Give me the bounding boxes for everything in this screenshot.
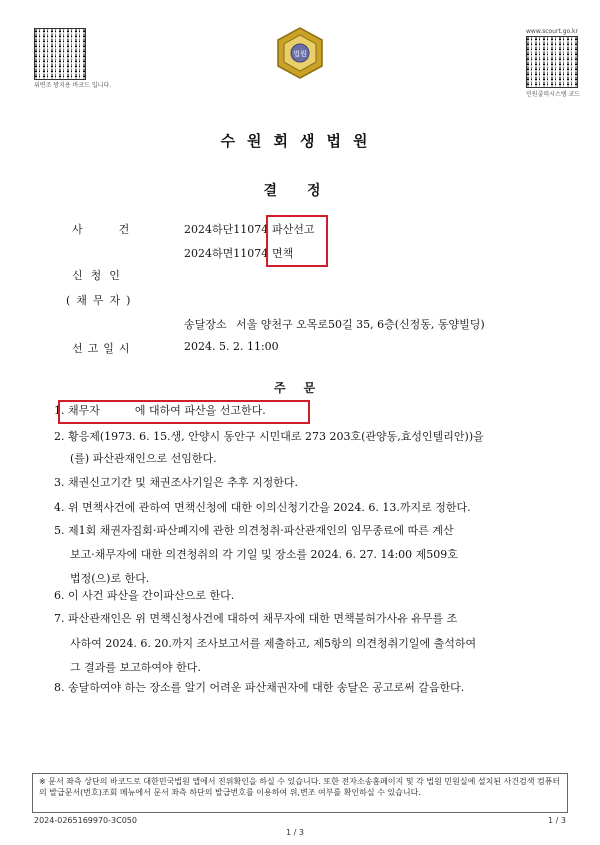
court-emblem-icon	[272, 26, 328, 80]
debtor-label: (채무자)	[66, 294, 137, 307]
case-number-bankruptcy: 2024하단11074	[184, 223, 269, 236]
barcode-caption: 위변조 방지용 바코드 입니다.	[34, 82, 112, 89]
order-item-highlight-box	[58, 400, 310, 424]
court-name: 수원회생법원	[220, 132, 380, 150]
civil-service-qr-code	[526, 36, 578, 88]
order-item-4: 4. 위 면책사건에 관하여 면책신청에 대한 이의신청기간을 2024. 6. 13.까지로 정한다.	[54, 501, 471, 514]
applicant-label: 신청인	[72, 269, 128, 282]
case-number-discharge: 2024하면11074	[184, 247, 269, 260]
case-type-bankruptcy: 파산선고	[272, 223, 315, 236]
order-item-7-continued-2: 그 결과를 보고하여야 한다.	[70, 661, 201, 674]
issue-number: 2024-0265169970-3C050	[34, 816, 137, 825]
case-label: 사건	[72, 223, 166, 236]
service-address: 서울 양천구 오목로50길 35, 6층(신정동, 동양빌딩)	[236, 318, 485, 331]
order-item-7: 7. 파산관재인은 위 면책신청사건에 대하여 채무자에 대한 면책불허가사유 유무를 조	[54, 612, 458, 625]
order-item-1: 1. 채무자 에 대하여 파산을 선고한다.	[54, 404, 266, 417]
case-type-highlight-box	[266, 215, 328, 267]
verification-notice: ※ 문서 좌측 상단의 바코드로 대한민국법원 앱에서 진위확인을 하실 수 있습니다. 또한 전자소송홈페이지 및 각 법원 민원실에 설치된 사건검색 컴퓨터의 발급문서(번호)조회 메뉴에서 문서 좌측 하단의 발급번호를 이용하여 위,변조 여부를 확인하실 수 있습니다.	[32, 773, 568, 813]
order-item-2: 2. 황응제(1973. 6. 15.생, 안양시 동안구 시민대로 273 203호(관양동,효성인텔리안))을	[54, 430, 484, 443]
page-number-right: 1 / 3	[548, 816, 566, 825]
decision-date: 2024. 5. 2. 11:00	[184, 340, 279, 353]
order-item-8: 8. 송달하여야 하는 장소를 알기 어려운 파산채권자에 대한 송달은 공고로써 갈음한다.	[54, 681, 465, 694]
order-item-5-continued: 보고·채무자에 대한 의견청취의 각 기일 및 장소를 2024. 6. 27. 14:00 제509호	[70, 548, 458, 561]
order-item-3: 3. 채권신고기간 및 채권조사기일은 추후 지정한다.	[54, 476, 299, 489]
service-address-label: 송달장소	[184, 318, 227, 331]
order-item-2-continued: (를) 파산관재인으로 선임한다.	[70, 452, 217, 465]
order-item-5-continued-2: 법정(으)로 한다.	[70, 572, 150, 585]
qr-caption: 민원출력시스템 코드	[526, 91, 581, 98]
order-item-6: 6. 이 사건 파산을 간이파산으로 한다.	[54, 589, 235, 602]
order-item-7-continued: 사하여 2024. 6. 20.까지 조사보고서를 제출하고, 제5항의 의견청취기일에 출석하여	[70, 637, 477, 650]
page-number: 1 / 3	[286, 828, 304, 837]
authentication-barcode	[34, 28, 86, 80]
order-item-5: 5. 제1회 채권자집회·파산폐지에 관한 의견청취·파산관재인의 임무종료에 따른 계산	[54, 524, 454, 537]
document-title: 결정	[263, 183, 351, 199]
case-type-discharge: 면책	[272, 247, 294, 260]
decision-date-label: 선고일시	[72, 342, 135, 355]
order-title: 주문	[274, 381, 334, 395]
court-website-url: www.scourt.go.kr	[526, 28, 578, 35]
emblem-text: 법원	[293, 50, 307, 58]
